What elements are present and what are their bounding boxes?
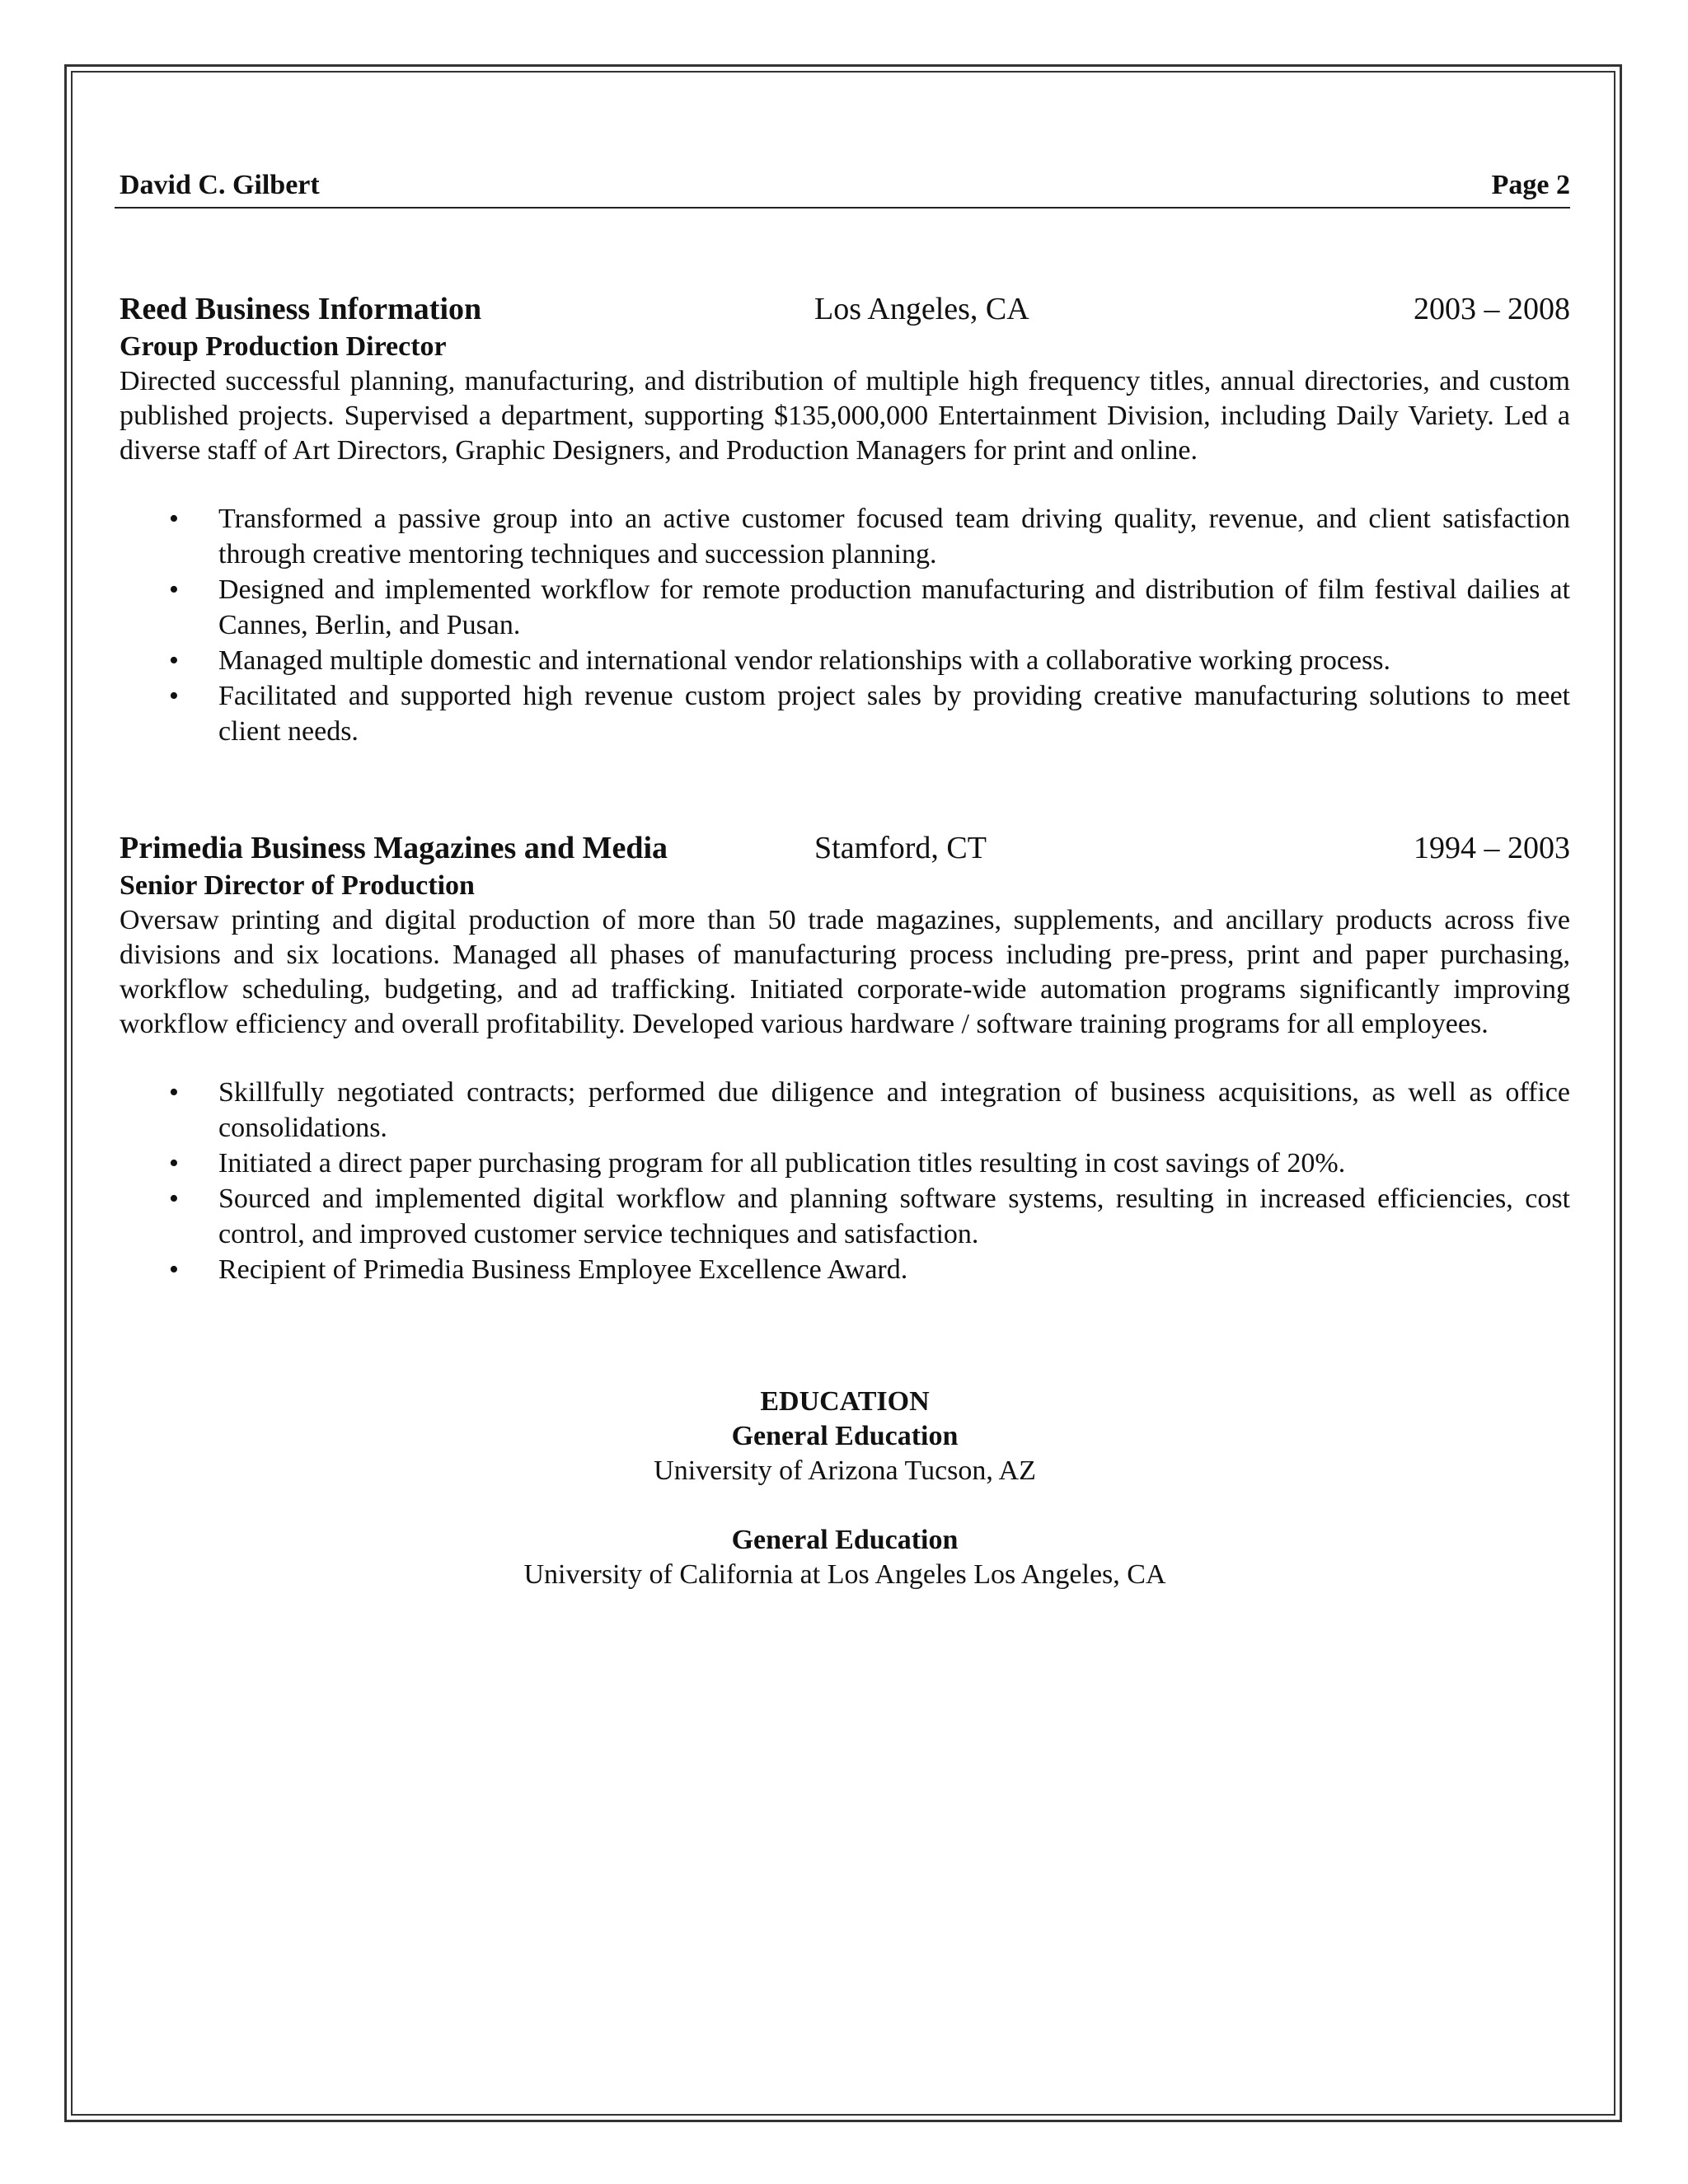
- job-heading-row: [120, 288, 1570, 330]
- education-section: [120, 1385, 1570, 1592]
- job-location: Los Angeles, CA: [814, 292, 1029, 326]
- education-heading: EDUCATION: [760, 1386, 930, 1417]
- job-title: Group Production Director: [120, 331, 447, 362]
- list-item: • Managed multiple domestic and international vendor relationships with a collaborative working process.: [120, 643, 1570, 678]
- education-name: General Education: [731, 1525, 959, 1555]
- list-item: • Initiated a direct paper purchasing program for all publication titles resulting in cost savings of 20%.: [120, 1146, 1570, 1181]
- bullet-icon: •: [169, 1077, 179, 1108]
- list-item: • Designed and implemented workflow for remote production manufacturing and distribution of film festival dailies at Cannes, Berlin, and Pusan.: [120, 572, 1570, 643]
- resume-page: [120, 169, 1570, 1592]
- job-entry: [120, 288, 1570, 749]
- job-entry: [120, 827, 1570, 1287]
- list-item: • Sourced and implemented digital workflow and planning software systems, resulting in increased efficiencies, cost control, and improved customer service techniques and satisfaction.: [120, 1181, 1570, 1252]
- job-heading-row: [120, 827, 1570, 869]
- list-item: • Transformed a passive group into an active customer focused team driving quality, revenue, and client satisfaction through creative mentoring techniques and succession planning.: [120, 501, 1570, 572]
- job-summary: Directed successful planning, manufacturing, and distribution of multiple high frequency titles, annual directories, and custom published projects. Supervised a department, supporting $135,000,000 Entertainment Division, including Daily Variety. Led a diverse staff of Art Directors, Graphic Designers, and Production Managers for print and online.: [120, 366, 1570, 466]
- job-company: Reed Business Information: [120, 292, 482, 326]
- list-item: • Recipient of Primedia Business Employee Excellence Award.: [120, 1252, 1570, 1287]
- job-dates: 2003 – 2008: [1414, 292, 1570, 326]
- job-location: Stamford, CT: [814, 831, 987, 865]
- bullet-icon: •: [169, 1148, 179, 1179]
- job-company: Primedia Business Magazines and Media: [120, 831, 668, 865]
- bullet-icon: •: [169, 1183, 179, 1214]
- bullet-icon: •: [169, 574, 179, 605]
- list-item: • Facilitated and supported high revenue custom project sales by providing creative manufacturing solutions to meet client needs.: [120, 678, 1570, 749]
- job-bullet-list: [120, 501, 1570, 749]
- job-summary: Oversaw printing and digital production of more than 50 trade magazines, supplements, and ancillary products across five divisions and six locations. Managed all phases of manufacturing process including pre-press, print and paper purchasing, workflow scheduling, budgeting, and ad trafficking. Initiated corporate-wide automation programs significantly improving workflow efficiency and overall profitability. Developed various hardware / software training programs for all employees.: [120, 905, 1570, 1039]
- job-title: Senior Director of Production: [120, 870, 475, 901]
- job-dates: 1994 – 2003: [1414, 831, 1570, 865]
- bullet-icon: •: [169, 645, 179, 676]
- bullet-icon: •: [169, 1254, 179, 1285]
- education-school: University of Arizona Tucson, AZ: [654, 1455, 1036, 1486]
- education-name: General Education: [731, 1421, 959, 1451]
- list-item: • Skillfully negotiated contracts; performed due diligence and integration of business acquisitions, as well as office consolidations.: [120, 1075, 1570, 1146]
- page-header: [115, 169, 1570, 209]
- bullet-icon: •: [169, 504, 179, 534]
- bullet-icon: •: [169, 681, 179, 711]
- header-page-number: Page 2: [1491, 170, 1570, 200]
- job-bullet-list: [120, 1075, 1570, 1287]
- header-name: David C. Gilbert: [120, 170, 320, 200]
- education-school: University of California at Los Angeles Los Angeles, CA: [523, 1559, 1166, 1590]
